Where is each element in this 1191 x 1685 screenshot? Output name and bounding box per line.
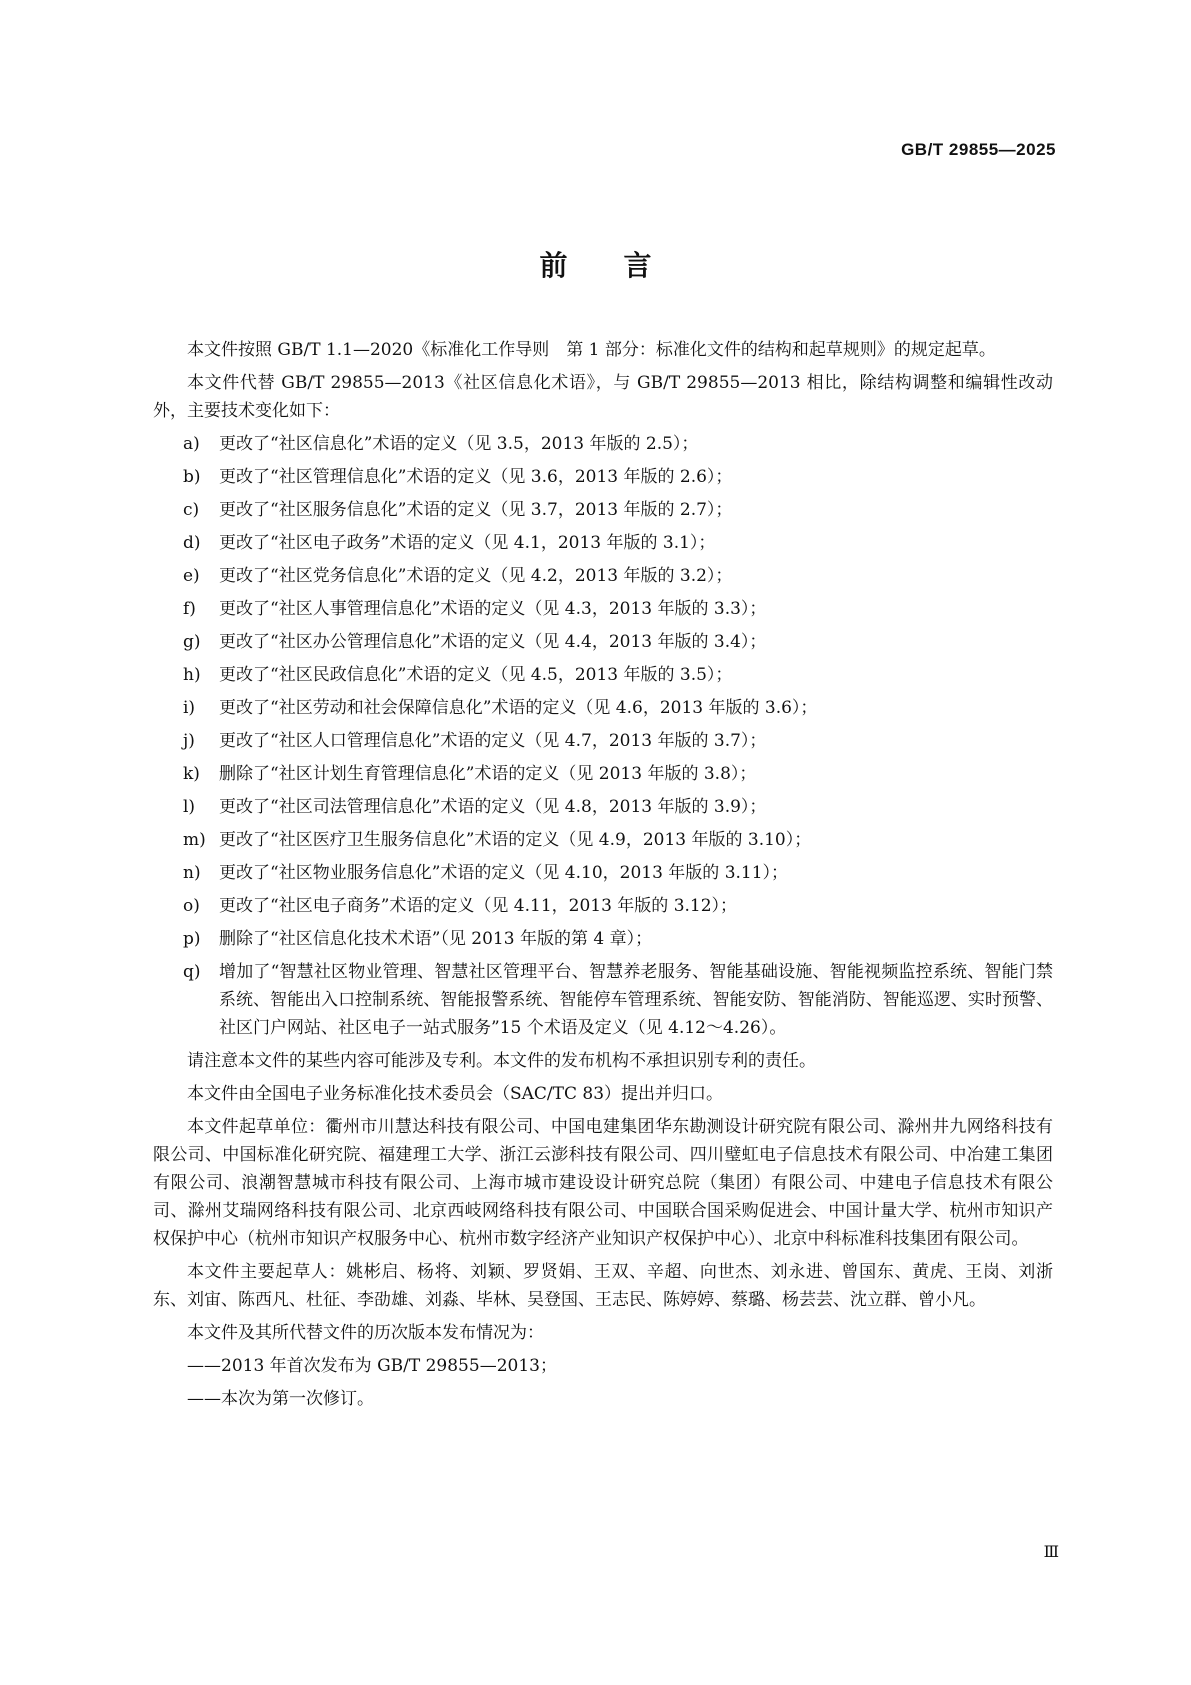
list-item-label: q) — [183, 962, 201, 982]
foreword-body — [153, 336, 1053, 1418]
list-item-text: 更改了“社区人口管理信息化”术语的定义（见 4.7，2013 年版的 3.7）； — [219, 731, 767, 751]
patent-notice: 请注意本文件的某些内容可能涉及专利。本文件的发布机构不承担识别专利的责任。 — [187, 1051, 816, 1071]
list-item — [153, 496, 1053, 524]
list-item — [153, 892, 1053, 920]
list-item — [153, 562, 1053, 590]
list-item-text: 更改了“社区司法管理信息化”术语的定义（见 4.8，2013 年版的 3.9）； — [219, 797, 767, 817]
list-item-text: 增加了“智慧社区物业管理、智慧社区管理平台、智慧养老服务、智能基础设施、智能视频监控系统、智能门禁系统、智能出入口控制系统、智能报警系统、智能停车管理系统、智能安防、智能消防、智能巡逻、实时预警、社区门户网站、社区电子一站式服务”15 个术语及定义（见 4.12～4.26）。 — [219, 962, 1053, 1038]
list-item-label: c) — [183, 500, 200, 520]
list-item-label: i) — [183, 698, 196, 718]
list-item-label: h) — [183, 665, 201, 685]
list-item — [153, 826, 1053, 854]
standard-code: GB/T 29855—2025 — [901, 140, 1056, 159]
history-item: ——2013 年首次发布为 GB/T 29855—2013； — [187, 1356, 557, 1376]
list-item-text: 更改了“社区管理信息化”术语的定义（见 3.6，2013 年版的 2.6）； — [219, 467, 733, 487]
intro-paragraph-2: 本文件代替 GB/T 29855—2013《社区信息化术语》，与 GB/T 29855—2013 相比，除结构调整和编辑性改动外，主要技术变化如下： — [153, 373, 1053, 421]
list-item-label: a) — [183, 434, 200, 454]
list-item — [153, 595, 1053, 623]
list-item-label: b) — [183, 467, 201, 487]
list-item-text: 更改了“社区人事管理信息化”术语的定义（见 4.3，2013 年版的 3.3）； — [219, 599, 767, 619]
list-item-text: 删除了“社区计划生育管理信息化”术语的定义（见 2013 年版的 3.8）； — [219, 764, 757, 784]
list-item — [153, 958, 1053, 1042]
history-intro: 本文件及其所代替文件的历次版本发布情况为： — [187, 1323, 544, 1343]
list-item-text: 更改了“社区劳动和社会保障信息化”术语的定义（见 4.6，2013 年版的 3.6）； — [219, 698, 818, 718]
list-item-label: n) — [183, 863, 201, 883]
changes-list — [153, 430, 1053, 1042]
list-item-text: 更改了“社区党务信息化”术语的定义（见 4.2，2013 年版的 3.2）； — [219, 566, 733, 586]
list-item-label: d) — [183, 533, 201, 553]
list-item — [153, 628, 1053, 656]
drafters: 本文件主要起草人：姚彬启、杨将、刘颖、罗贤娟、王双、辛超、向世杰、刘永进、曾国东、黄虎、王岗、刘浙东、刘宙、陈西凡、杜征、李劭雄、刘淼、毕林、吴登国、王志民、陈婷婷、蔡璐、杨芸芸、沈立群、曾小凡。 — [153, 1262, 1053, 1310]
list-item — [153, 793, 1053, 821]
list-item — [153, 760, 1053, 788]
list-item-label: e) — [183, 566, 200, 586]
list-item — [153, 529, 1053, 557]
list-item-label: o) — [183, 896, 200, 916]
list-item-text: 更改了“社区电子政务”术语的定义（见 4.1，2013 年版的 3.1）； — [219, 533, 716, 553]
list-item-label: p) — [183, 929, 201, 949]
list-item-text: 更改了“社区服务信息化”术语的定义（见 3.7，2013 年版的 2.7）； — [219, 500, 733, 520]
page-number: Ⅲ — [1043, 1542, 1059, 1561]
list-item-label: k) — [183, 764, 200, 784]
page-title: 前言 — [539, 249, 708, 282]
list-item-text: 更改了“社区物业服务信息化”术语的定义（见 4.10，2013 年版的 3.11）； — [219, 863, 789, 883]
list-item-label: f) — [183, 599, 196, 619]
list-item-label: m) — [183, 830, 206, 850]
list-item — [153, 430, 1053, 458]
list-item-label: g) — [183, 632, 201, 652]
list-item-text: 更改了“社区医疗卫生服务信息化”术语的定义（见 4.9，2013 年版的 3.10）； — [219, 830, 812, 850]
list-item — [153, 661, 1053, 689]
history-item: ——本次为第一次修订。 — [187, 1389, 374, 1409]
list-item — [153, 727, 1053, 755]
list-item-text: 更改了“社区民政信息化”术语的定义（见 4.5，2013 年版的 3.5）； — [219, 665, 733, 685]
intro-paragraph-1: 本文件按照 GB/T 1.1—2020《标准化工作导则 第 1 部分：标准化文件的结构和起草规则》的规定起草。 — [187, 340, 996, 360]
list-item-label: j) — [183, 731, 195, 751]
list-item — [153, 925, 1053, 953]
list-item-text: 更改了“社区办公管理信息化”术语的定义（见 4.4，2013 年版的 3.4）； — [219, 632, 767, 652]
drafting-organizations: 本文件起草单位：衢州市川慧达科技有限公司、中国电建集团华东勘测设计研究院有限公司、滁州井九网络科技有限公司、中国标准化研究院、福建理工大学、浙江云澎科技有限公司、四川璧虹电子信息技术有限公司、中冶建工集团有限公司、浪潮智慧城市科技有限公司、上海市城市建设设计研究总院（集团）有限公司、中建电子信息技术有限公司、滁州艾瑞网络科技有限公司、北京西岐网络科技有限公司、中国联合国采购促进会、中国计量大学、杭州市知识产权保护中心（杭州市知识产权服务中心、杭州市数字经济产业知识产权保护中心）、北京中科标准科技集团有限公司。 — [153, 1117, 1053, 1249]
list-item — [153, 463, 1053, 491]
list-item-text: 删除了“社区信息化技术术语”（见 2013 年版的第 4 章）； — [219, 929, 653, 949]
proposer-statement: 本文件由全国电子业务标准化技术委员会（SAC/TC 83）提出并归口。 — [187, 1084, 724, 1104]
list-item-text: 更改了“社区信息化”术语的定义（见 3.5，2013 年版的 2.5）； — [219, 434, 699, 454]
list-item-label: l) — [183, 797, 196, 817]
list-item-text: 更改了“社区电子商务”术语的定义（见 4.11，2013 年版的 3.12）； — [219, 896, 738, 916]
list-item — [153, 859, 1053, 887]
list-item — [153, 694, 1053, 722]
